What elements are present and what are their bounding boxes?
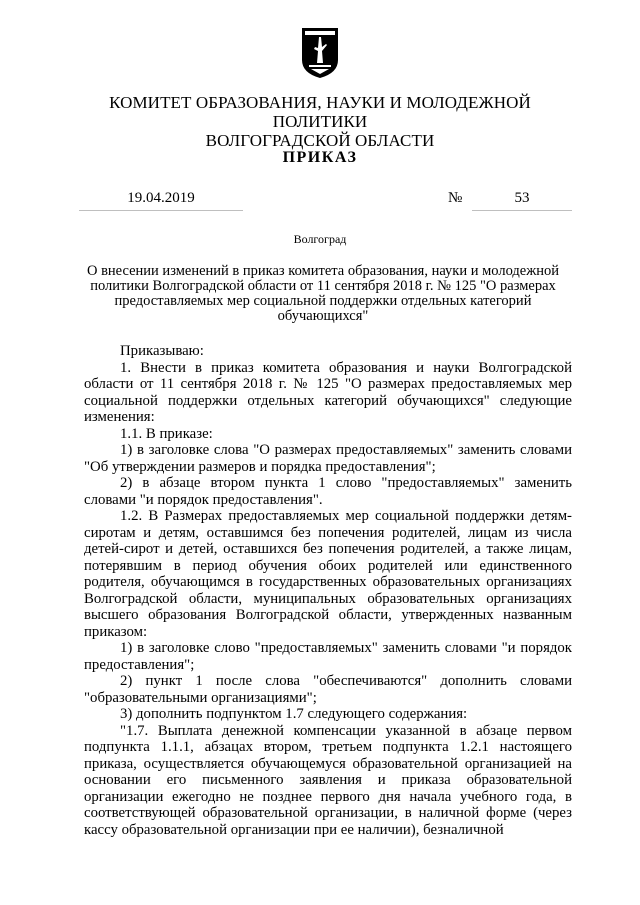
volgograd-coat-of-arms-icon xyxy=(301,27,339,79)
paragraph-1-2-item-3: 3) дополнить подпунктом 1.7 следующего содержания: xyxy=(120,706,468,722)
number-sign: № xyxy=(448,190,463,206)
organization-name-line-1: КОМИТЕТ ОБРАЗОВАНИЯ, НАУКИ И МОЛОДЕЖНОЙ ПОЛИТИКИ xyxy=(109,93,531,131)
paragraph-1-2-item-2: 2) пункт 1 после слова "обеспечиваются" дополнить словами "образовательными организациями"; xyxy=(84,673,572,706)
paragraph-order: Приказываю: xyxy=(120,343,204,359)
paragraph-1-2-item-1: 1) в заголовке слово "предоставляемых" заменить словами "и порядок предоставления"; xyxy=(84,640,572,673)
paragraph-1-2: 1.2. В Размерах предоставляемых мер социальной поддержки детям-сиротам и детям, оставшимся без попечения родителей, лицам из числа детей-сирот и детей, оставшихся без попечения родителей, а также лицам, потерявшим в период обучения обоих родителей или единственного родителя, обучающимся в государственных образовательных организациях Волгоградской области, муниципальных образовательных организациях высшего образования Волгоградской области, утвержденных названным приказом: xyxy=(84,508,572,640)
document-body xyxy=(84,343,572,838)
paragraph-1-1-item-2: 2) в абзаце втором пункта 1 слово "предоставляемых" заменить словами "и порядок предоставления". xyxy=(84,475,572,508)
organization-name xyxy=(60,93,580,150)
document-number: 53 xyxy=(472,190,572,211)
paragraph-1-1-item-1: 1) в заголовке слова "О размерах предоставляемых" заменить словами "Об утверждении размеров и порядка предоставления"; xyxy=(84,442,572,475)
city-name: Волгоград xyxy=(293,232,347,246)
organization-name-line-2: ВОЛГОГРАДСКОЙ ОБЛАСТИ xyxy=(205,131,435,150)
paragraph-1-1: 1.1. В приказе: xyxy=(120,425,213,442)
document-type-title: ПРИКАЗ xyxy=(282,149,358,166)
paragraph-1: 1. Внести в приказ комитета образования и науки Волгоградской области от 11 сентября 2018 г. № 125 "О размерах предоставляемых мер социальной поддержки отдельных категорий обучающихся" следующие изменения: xyxy=(84,359,572,425)
document-date: 19.04.2019 xyxy=(79,190,243,211)
document-subject: О внесении изменений в приказ комитета образования, науки и молодежной политики Волгоградской области от 11 сентября 2018 г. № 125 "О размерах предоставляемых мер социальной поддержки отдельных категорий обучающихся" xyxy=(86,263,560,324)
paragraph-1-7: "1.7. Выплата денежной компенсации указанной в абзаце первом подпункта 1.1.1, абзацах втором, третьем подпункта 1.2.1 настоящего приказа, осуществляется обучающемуся образовательной организацией на основании его письменного заявления и приказа образовательной организации ежегодно не позднее первого дня начала учебного года, в соответствующей образовательной организации, в наличной форме (через кассу образовательной организации при ее наличии), безналичной xyxy=(84,722,572,838)
